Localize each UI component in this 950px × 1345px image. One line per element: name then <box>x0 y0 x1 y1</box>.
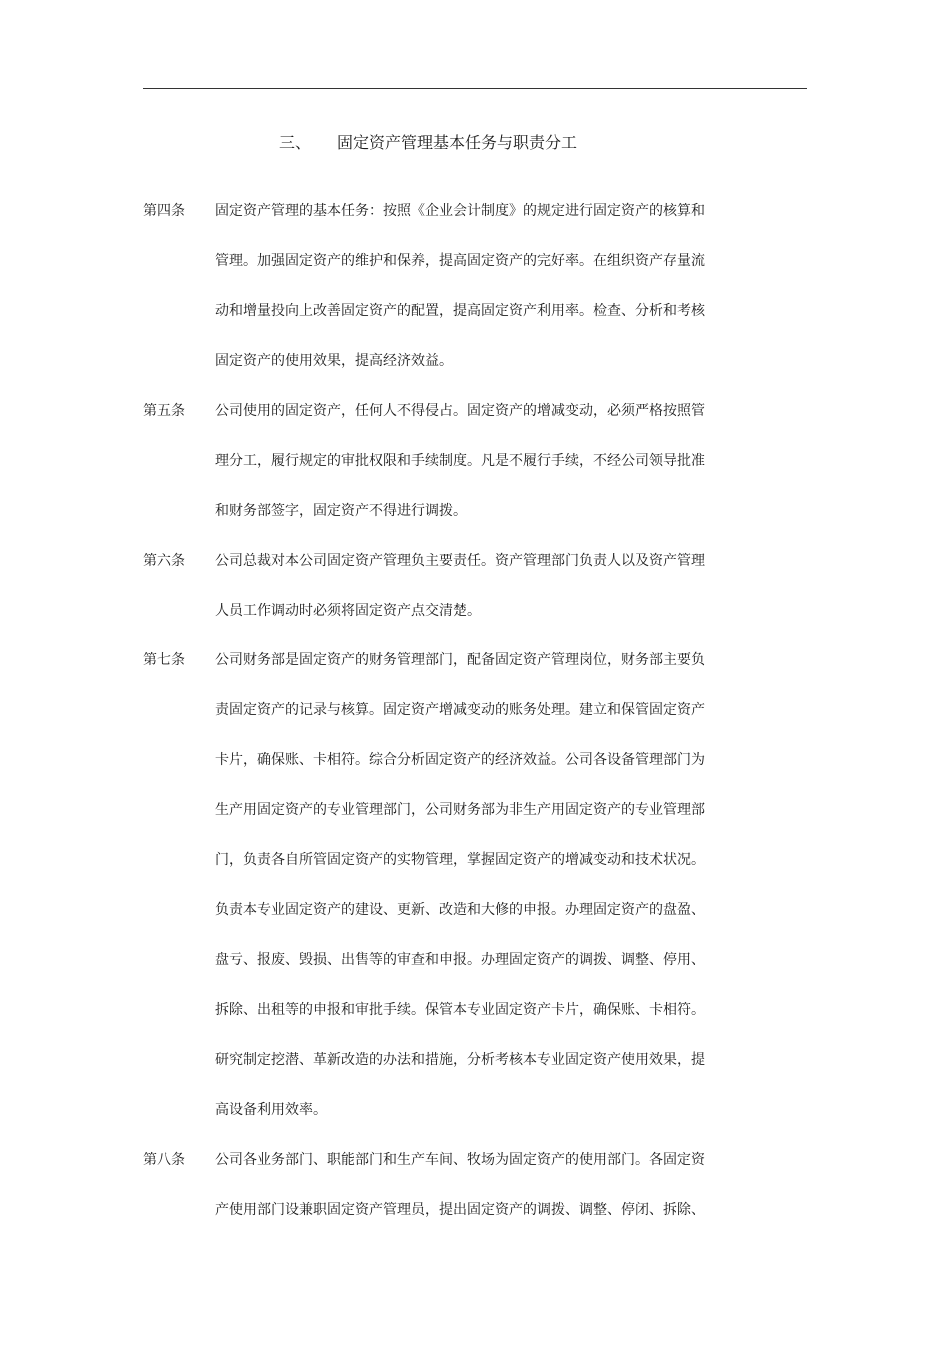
article-line: 公司财务部是固定资产的财务管理部门，配备固定资产管理岗位，财务部主要负 <box>215 652 705 668</box>
article-line: 研究制定挖潜、革新改造的办法和措施，分析考核本专业固定资产使用效果，提 <box>215 1052 705 1068</box>
article-line: 理分工，履行规定的审批权限和手续制度。凡是不履行手续，不经公司领导批准 <box>215 453 705 469</box>
article-label: 第七条 <box>143 652 185 668</box>
section-title: 固定资产管理基本任务与职责分工 <box>337 133 578 152</box>
section-number: 三、 <box>279 133 312 152</box>
article-line: 责固定资产的记录与核算。固定资产增减变动的账务处理。建立和保管固定资产 <box>215 702 705 718</box>
article-line: 公司各业务部门、职能部门和生产车间、牧场为固定资产的使用部门。各固定资 <box>215 1152 705 1168</box>
article-line: 负责本专业固定资产的建设、更新、改造和大修的申报。办理固定资产的盘盈、 <box>215 902 705 918</box>
article-line: 产使用部门设兼职固定资产管理员，提出固定资产的调拨、调整、停闭、拆除、 <box>215 1202 705 1218</box>
article-5 <box>143 386 743 536</box>
article-line: 固定资产的使用效果，提高经济效益。 <box>215 353 453 369</box>
article-label: 第八条 <box>143 1152 185 1168</box>
section-heading <box>0 131 950 155</box>
article-line: 人员工作调动时必须将固定资产点交清楚。 <box>215 603 481 619</box>
article-body <box>215 386 743 536</box>
article-line: 门，负责各自所管固定资产的实物管理，掌握固定资产的增减变动和技术状况。 <box>215 852 705 868</box>
article-line: 管理。加强固定资产的维护和保养，提高固定资产的完好率。在组织资产存量流 <box>215 253 705 269</box>
article-4 <box>143 186 743 386</box>
article-label: 第四条 <box>143 203 185 219</box>
article-body <box>215 1135 743 1235</box>
article-line: 卡片，确保账、卡相符。综合分析固定资产的经济效益。公司各设备管理部门为 <box>215 752 705 768</box>
article-line: 拆除、出租等的申报和审批手续。保管本专业固定资产卡片，确保账、卡相符。 <box>215 1002 705 1018</box>
article-7 <box>143 635 743 1135</box>
article-label: 第六条 <box>143 553 185 569</box>
article-line: 和财务部签字，固定资产不得进行调拨。 <box>215 503 467 519</box>
header-rule <box>143 88 807 89</box>
article-line: 盘亏、报废、毁损、出售等的审查和申报。办理固定资产的调拨、调整、停用、 <box>215 952 705 968</box>
article-6 <box>143 536 743 636</box>
article-line: 动和增量投向上改善固定资产的配置，提高固定资产利用率。检查、分析和考核 <box>215 303 705 319</box>
article-body <box>215 186 743 386</box>
article-line: 固定资产管理的基本任务：按照《企业会计制度》的规定进行固定资产的核算和 <box>215 203 705 219</box>
article-line: 生产用固定资产的专业管理部门，公司财务部为非生产用固定资产的专业管理部 <box>215 802 705 818</box>
article-line: 高设备利用效率。 <box>215 1102 327 1118</box>
article-line: 公司使用的固定资产，任何人不得侵占。固定资产的增减变动，必须严格按照管 <box>215 403 705 419</box>
article-body <box>215 635 743 1135</box>
article-body <box>215 536 743 636</box>
article-8 <box>143 1135 743 1235</box>
article-line: 公司总裁对本公司固定资产管理负主要责任。资产管理部门负责人以及资产管理 <box>215 553 705 569</box>
article-label: 第五条 <box>143 403 185 419</box>
